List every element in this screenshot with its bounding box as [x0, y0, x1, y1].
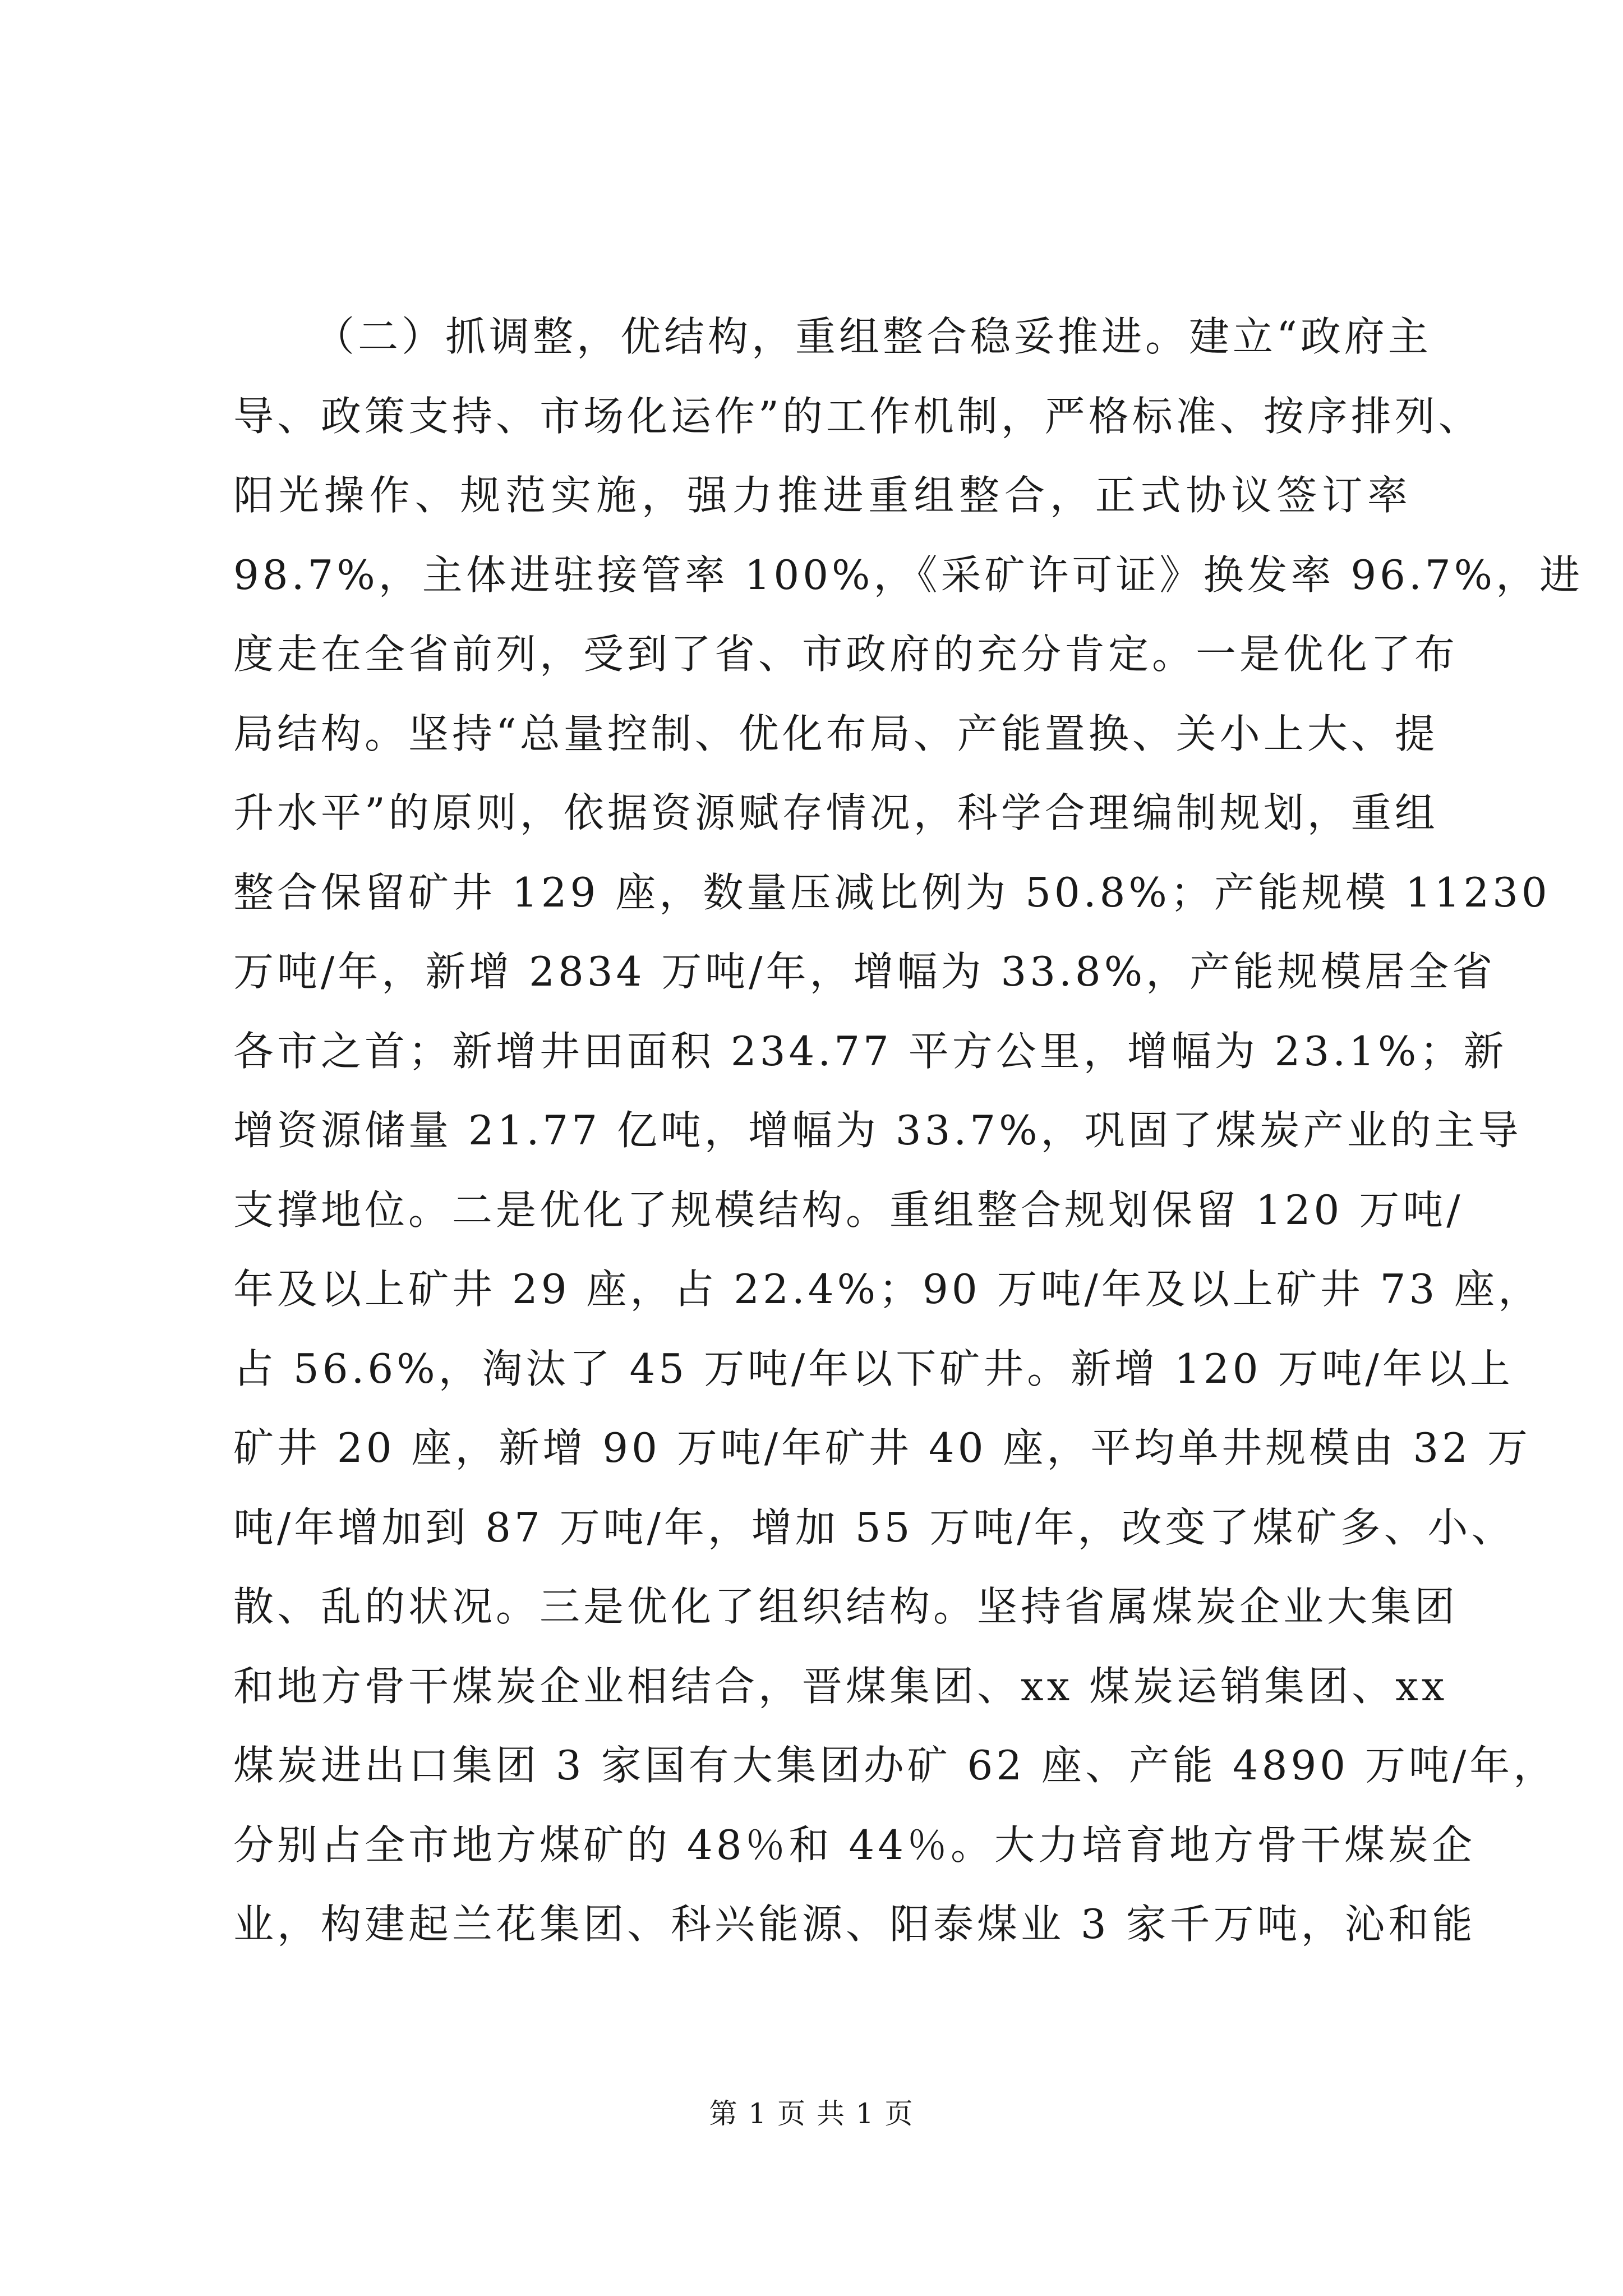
- text-line: 矿井 20 座，新增 90 万吨/年矿井 40 座，平均单井规模由 32 万: [233, 1424, 1531, 1471]
- text-line: 增资源储量 21.77 亿吨，增幅为 33.7%，巩固了煤炭产业的主导: [233, 1107, 1522, 1154]
- text-line: 支撑地位。二是优化了规模结构。重组整合规划保留 120 万吨/: [233, 1186, 1464, 1234]
- text-line: 和地方骨干煤炭企业相结合，晋煤集团、xx 煤炭运销集团、xx: [233, 1662, 1448, 1710]
- text-line: 局结构。坚持“总量控制、优化布局、产能置换、关小上大、提: [233, 710, 1438, 757]
- text-line: 占 56.6%，淘汰了 45 万吨/年以下矿井。新增 120 万吨/年以上: [233, 1345, 1514, 1392]
- text-line: 导、政策支持、市场化运作”的工作机制，严格标准、按序排列、: [233, 392, 1482, 440]
- text-line: 各市之首；新增井田面积 234.77 平方公里，增幅为 23.1%；新: [233, 1027, 1507, 1075]
- page-footer: 第 1 页 共 1 页: [709, 2097, 914, 2130]
- text-line: 散、乱的状况。三是优化了组织结构。坚持省属煤炭企业大集团: [233, 1583, 1459, 1630]
- text-line: 分别占全市地方煤矿的 48％和 44％。大力培育地方骨干煤炭企: [233, 1821, 1476, 1869]
- text-line: 万吨/年，新增 2834 万吨/年，增幅为 33.8%，产能规模居全省: [233, 948, 1496, 995]
- text-line: 煤炭进出口集团 3 家国有大集团办矿 62 座、产能 4890 万吨/年，: [233, 1742, 1557, 1789]
- text-line: 度走在全省前列，受到了省、市政府的充分肯定。一是优化了布: [233, 631, 1459, 678]
- text-line: 整合保留矿井 129 座，数量压减比例为 50.8%；产能规模 11230: [233, 868, 1551, 916]
- text-line: 年及以上矿井 29 座，占 22.4%；90 万吨/年及以上矿井 73 座，: [233, 1266, 1542, 1313]
- text-line: 业，构建起兰花集团、科兴能源、阳泰煤业 3 家千万吨，沁和能: [233, 1901, 1476, 1948]
- body-paragraph: [233, 297, 1584, 1964]
- text-line: 98.7%，主体进驻接管率 100%，《采矿许可证》换发率 96.7%，进: [233, 551, 1584, 599]
- text-line: 吨/年增加到 87 万吨/年，增加 55 万吨/年，改变了煤矿多、小、: [233, 1503, 1515, 1551]
- text-line: 阳光操作、规范实施，强力推进重组整合，正式协议签订率: [233, 472, 1411, 519]
- text-line: 升水平”的原则，依据资源赋存情况，科学合理编制规划，重组: [233, 789, 1438, 836]
- text-line: （二）抓调整，优结构，重组整合稳妥推进。建立“政府主: [314, 313, 1432, 360]
